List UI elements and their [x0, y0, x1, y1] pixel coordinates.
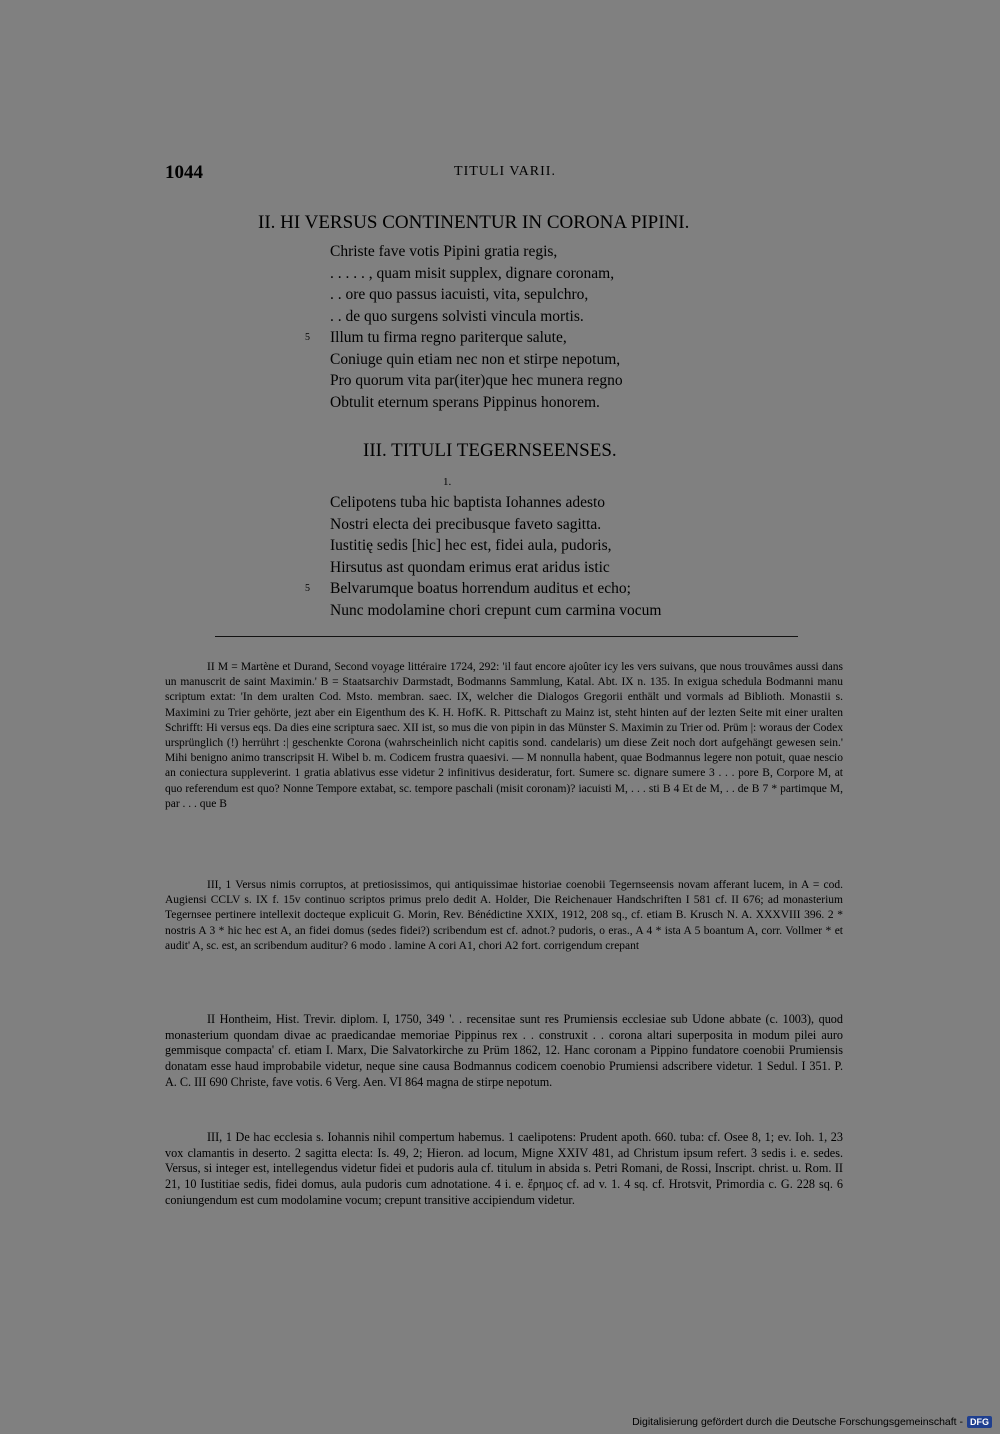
verse-line: 5 Belvarumque boatus horrendum auditus et echo; [305, 580, 631, 597]
apparatus-note-iii-text: III, 1 Versus nimis corruptos, at pretiosissimos, qui antiquissimae historiae coenobii Tegernseensis novam afferant lucem, in A = cod. Augiensi CCLV s. IX f. 15v continuo scriptos primus prelo dedit A. Holder, Die Reichenauer Handschriften I 581 cf. II 676; ad monasterium Tegernsee pertinere intellexit docteque explicuit G. Morin, Rev. Bénédictine XXIX, 1912, 208 sq., cf. etiam B. Krusch N. A. XXXVIII 396. 2 * nostris A 3 * hic hec est A, an fidei domus (sedes fidei?) scribendum est cf. adnot.? pudoris, o eras., A 4 * ista A 5 boantum A, corr. Vollmer * et audit' A, sc. est, an scribendum auditur? 6 modo . lamine A cori A1, chori A2 fort. corrigendum crepant [165, 879, 843, 952]
apparatus-note-ii [165, 660, 843, 812]
commentary-note-ii-text: II Hontheim, Hist. Trevir. diplom. I, 1750, 349 '. . recensitae sunt res Prumiensis ecclesiae sub Udone abbate (c. 1003), quod monasterium quondam divae ac praedicandae memoriae Pippinus rex . . construxit . . corona altari superposita in modum pilei auro gemmisque compacta' cf. etiam I. Marx, Die Salvatorkirche zu Prüm 1862, 12. Hanc coronam a Pippino fundatore coenobii Prumiensis donatam esse haud improbabile videtur, neque sine causa Bodmannus codicem coenobio Prumiensi adscribere videtur. 1 Sedul. I 351. P. A. C. III 690 Christe, fave votis. 6 Verg. Aen. VI 864 magna de stirpe nepotum. [165, 1012, 843, 1089]
section-ii-title: II. HI VERSUS CONTINENTUR IN CORONA PIPINI. [258, 212, 690, 233]
commentary-note-iii-text: III, 1 De hac ecclesia s. Iohannis nihil compertum habemus. 1 caelipotens: Prudent apoth. 660. tuba: cf. Osee 8, 1; ev. Ioh. 1, 23 vox clamantis in deserto. 2 sagitta electa: Is. 49, 2; Hieron. ad locum, Migne XXIV 481, ad Christum ipsum refert. 3 sedis i. e. sedes. Versus, si integer est, intellegendus videtur fidei et pudoris aula cf. titulum in absida s. Petri Romani, de Rossi, Inscript. christ. u. Rom. II 21, 10 Iustitiae sedis, fidei domus, aula pudoris cum adnotatione. 4 i. e. ἔρημος cf. ad v. 1. 4 sq. cf. Hrotsvit, Primordia c. G. 228 sq. 6 coniungendum est cum modolamine vocum; crepunt transitive accipiendum videtur. [165, 1130, 843, 1207]
divider-rule [215, 636, 798, 637]
dfg-banner-text: Digitalisierung gefördert durch die Deutsche Forschungsgemeinschaft - [632, 1416, 963, 1428]
verse-line: . . de quo surgens solvisti vincula mortis. [330, 307, 584, 325]
dfg-banner [632, 1416, 992, 1428]
page-number: 1044 [165, 162, 203, 183]
verse-line: Christe fave votis Pipini gratia regis, [330, 243, 558, 260]
section-ii-verses [305, 241, 623, 413]
verse-line: Iustitię sedis [hic] hec est, fidei aula, pudoris, [330, 537, 612, 554]
section-iii-title: III. TITULI TEGERNSEENSES. [363, 440, 617, 461]
verse-line: Nunc modolamine chori crepunt cum carmina vocum [330, 601, 662, 619]
verse-line: Obtulit eternum sperans Pippinus honorem. [330, 393, 600, 411]
verse-line: Celipotens tuba hic baptista Iohannes adesto [330, 494, 606, 511]
verse-line: . . ore quo passus iacuisti, vita, sepulchro, [330, 286, 589, 303]
verse-line: Nostri electa dei precibusque faveto sagitta. [330, 515, 602, 533]
verse-line: . . . . . , quam misit supplex, dignare coronam, [330, 264, 615, 282]
verse-line: Pro quorum vita par(iter)que hec munera regno [330, 372, 623, 389]
commentary-note-ii [165, 1012, 843, 1091]
verse-line: Coniuge quin etiam nec non et stirpe nepotum, [330, 350, 621, 368]
apparatus-note-iii [165, 878, 843, 954]
verse-line: 5 Illum tu firma regno pariterque salute, [305, 329, 567, 346]
verse-line: Hirsutus ast quondam erimus erat aridus istic [330, 558, 610, 576]
apparatus-note-ii-text: II M = Martène et Durand, Second voyage littéraire 1724, 292: 'il faut encore ajoûter icy les vers suivans, que nous trouvâmes aussi dans un manuscrit de saint Maximin.' B = Staatsarchiv Darmstadt, Bodmanns Sammlung, Katal. Abt. IX n. 135. In exigua schedula Bodmanni manu scriptum extat: 'In dem uralten Cod. Msto. membran. saec. IX, welcher die Dialogos Gregorii enthält und vormals ad Biblioth. Monastii s. Maximini zu Trier gehörte, jezt aber ein Eigenthum des K. H. HofK. R. Pittschaft zu Mainz ist, steht hinten auf der lezten Seite mit einer uralten Schrifft: Hi versus eqs. Da dies eine scriptura saec. XII ist, so mus die von pipin in das Münster S. Maximin zu Trier od. Prüm |: woraus der Codex ursprünglich (!) herrührt :| geschenkte Corona (wahrscheinlich nicht capitis sond. candelaris) um diese Zeit noch dort aufgehängt gewesen sein.' Mihi benigno animo transcripsit H. Wibel b. m. Codicem frustra quaesivi. — M nonnulla habent, quae Bodmannus legere non potuit, quae nescio an coniectura suppleverint. 1 gratia ablativus esse videtur 2 infinitivus desideratur, fort. Sumere sc. dignare sumere 3 . . . pore B, Corpore M, at quo referendum est quo? Nonne Tempore extabat, sc. tempore paschali (misit coronam)? iacuisti M, . . . sti B 4 Et de M, . . de B 7 * partimque M, par . . . que B [165, 661, 843, 810]
page-header [165, 162, 845, 186]
dfg-logo: DFG [967, 1416, 992, 1428]
running-title: TITULI VARII. [454, 164, 556, 179]
section-iii-verses [305, 492, 662, 621]
commentary-note-iii [165, 1130, 843, 1209]
section-iii-subheading: 1. [443, 476, 452, 488]
